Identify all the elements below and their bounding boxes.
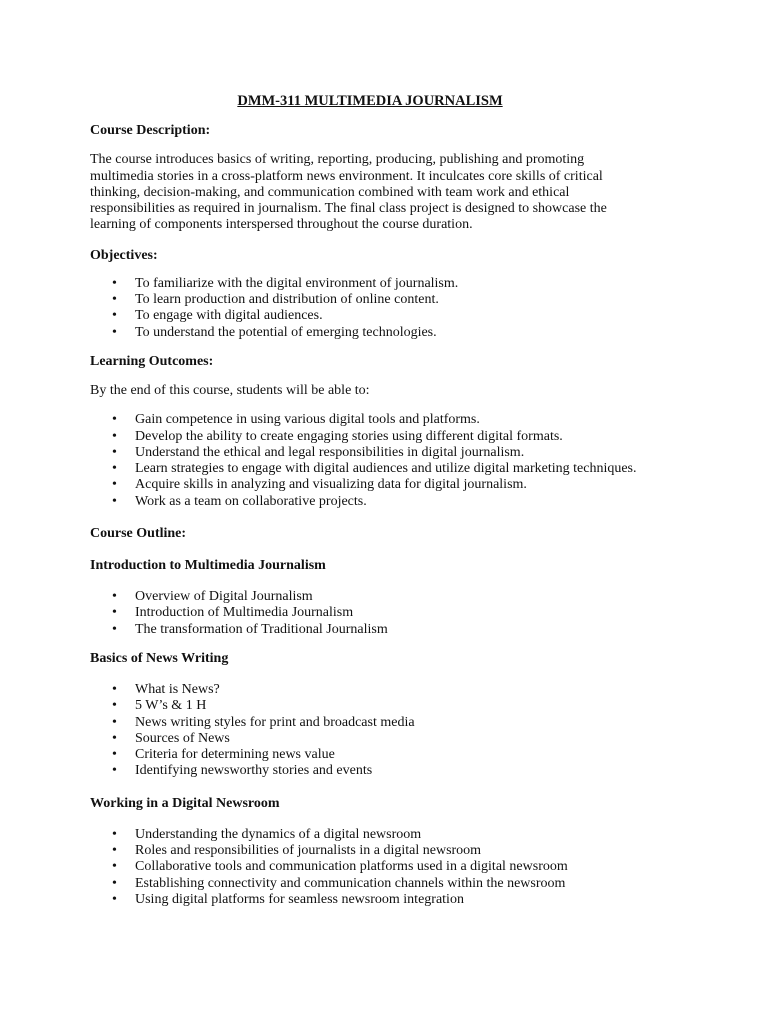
list-item: • Learn strategies to engage with digital audiences and utilize digital marketing techniques. bbox=[90, 461, 650, 477]
section-heading-news-writing: Basics of News Writing bbox=[90, 650, 229, 666]
list-item: • Establishing connectivity and communication channels within the newsroom bbox=[90, 876, 650, 892]
list-item: • Overview of Digital Journalism bbox=[90, 589, 650, 605]
list-item: • To familiarize with the digital environment of journalism. bbox=[90, 276, 650, 292]
list-item: • The transformation of Traditional Journalism bbox=[90, 622, 650, 638]
document-title: DMM-311 MULTIMEDIA JOURNALISM bbox=[237, 93, 503, 109]
section-heading-intro: Introduction to Multimedia Journalism bbox=[90, 558, 326, 574]
learning-outcomes-intro: By the end of this course, students will be able to: bbox=[90, 382, 370, 398]
list-item: • Collaborative tools and communication platforms used in a digital newsroom bbox=[90, 859, 650, 875]
learning-outcomes-list bbox=[90, 412, 650, 510]
list-item: • Develop the ability to create engaging stories using different digital formats. bbox=[90, 429, 650, 445]
list-item: • What is News? bbox=[90, 682, 650, 698]
list-item: • Gain competence in using various digital tools and platforms. bbox=[90, 412, 650, 428]
section-list-digital-newsroom bbox=[90, 827, 650, 908]
list-item: • Understand the ethical and legal responsibilities in digital journalism. bbox=[90, 445, 650, 461]
list-item: • Acquire skills in analyzing and visualizing data for digital journalism. bbox=[90, 477, 650, 493]
list-item: • Work as a team on collaborative projects. bbox=[90, 494, 650, 510]
list-item: • To learn production and distribution of online content. bbox=[90, 292, 650, 308]
list-item: • News writing styles for print and broadcast media bbox=[90, 715, 650, 731]
section-list-news-writing bbox=[90, 682, 650, 780]
list-item: • 5 W’s & 1 H bbox=[90, 698, 650, 714]
list-item: • Introduction of Multimedia Journalism bbox=[90, 605, 650, 621]
list-item: • Sources of News bbox=[90, 731, 650, 747]
section-list-intro bbox=[90, 589, 650, 638]
list-item: • To engage with digital audiences. bbox=[90, 308, 650, 324]
list-item: • To understand the potential of emerging technologies. bbox=[90, 325, 650, 341]
list-item: • Criteria for determining news value bbox=[90, 747, 650, 763]
list-item: • Roles and responsibilities of journalists in a digital newsroom bbox=[90, 843, 650, 859]
course-description-heading: Course Description: bbox=[90, 123, 211, 139]
course-description-text: The course introduces basics of writing, reporting, producing, publishing and promoting multimedia stories in a cross-platform news environment. It inculcates core skills of critical thinking, decision-making, and communication combined with team work and ethical responsibilities as required in journalism. The final class project is designed to showcase the learning of components interspersed throughout the course duration. bbox=[90, 152, 607, 233]
list-item: • Understanding the dynamics of a digital newsroom bbox=[90, 827, 650, 843]
document-content bbox=[90, 93, 650, 908]
learning-outcomes-heading: Learning Outcomes: bbox=[90, 353, 214, 369]
list-item: • Using digital platforms for seamless newsroom integration bbox=[90, 892, 650, 908]
course-outline-heading: Course Outline: bbox=[90, 526, 187, 542]
objectives-list bbox=[90, 276, 650, 341]
objectives-heading: Objectives: bbox=[90, 247, 158, 263]
section-heading-digital-newsroom: Working in a Digital Newsroom bbox=[90, 795, 280, 811]
list-item: • Identifying newsworthy stories and events bbox=[90, 763, 650, 779]
